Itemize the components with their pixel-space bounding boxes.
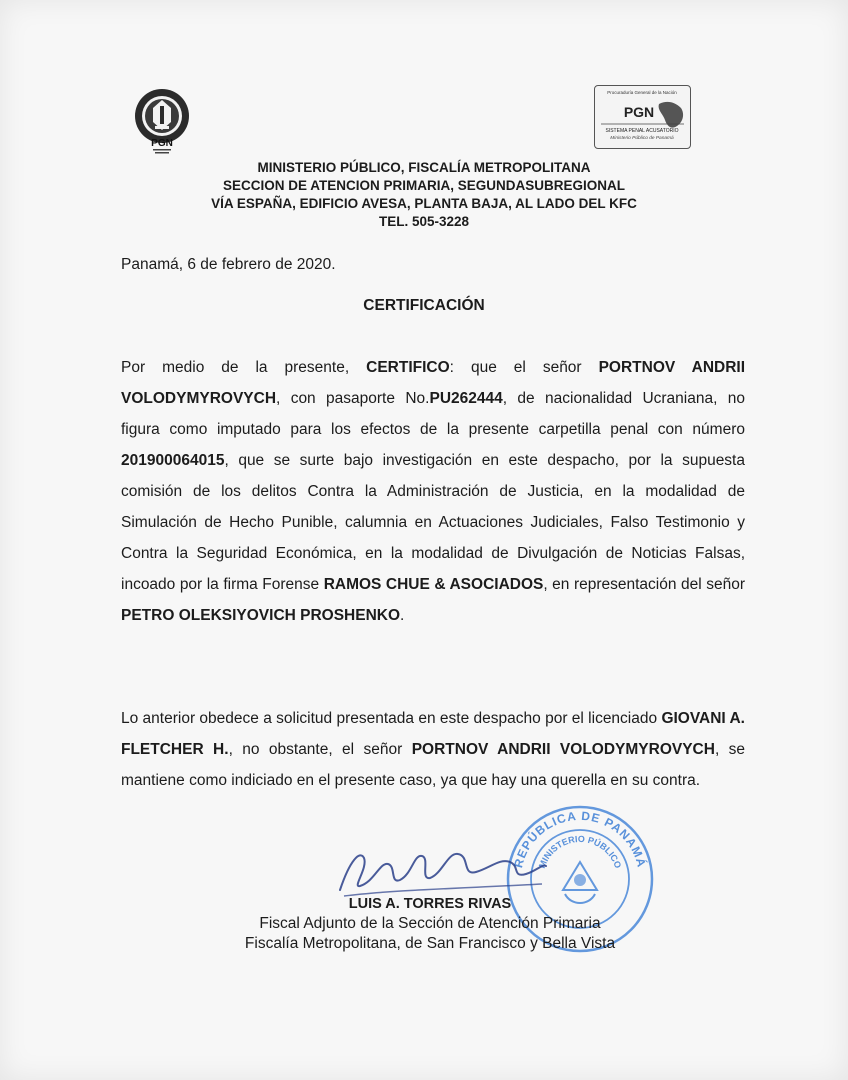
signer-office: Fiscalía Metropolitana, de San Francisco y Bella Vista bbox=[244, 935, 616, 952]
header-line-1: MINISTERIO PÚBLICO, FISCALÍA METROPOLITANA bbox=[257, 160, 591, 175]
certification-paragraph bbox=[121, 352, 745, 631]
bold-certifico: CERTIFICO bbox=[366, 359, 450, 376]
text-run: , que se surte bajo investigación en este despacho, por la supuesta comisión de los delitos Contra la Administración de Justicia, en la modalidad de Simulación de Hecho Punible, calumnia en Actuaciones Judiciales, Falso Testimonio y Contra la Seguridad Económica, en la modalidad de Divulgación de Noticias Falsas, incoado por la firma Forense bbox=[121, 452, 745, 593]
bold-case-number: 201900064015 bbox=[121, 452, 225, 469]
text-run: Lo anterior obedece a solicitud presentada en este despacho por el licenciado bbox=[121, 710, 662, 727]
pgn-logo-top-text: Procuraduría General de la Nación bbox=[607, 90, 677, 95]
signer-name: LUIS A. TORRES RIVAS bbox=[348, 896, 512, 912]
text-run: , se mantiene como indiciado en el presente caso, ya que hay una querella en su contra. bbox=[121, 741, 746, 789]
stamp-outer-text: REPÚBLICA DE PANAMÁ bbox=[511, 808, 649, 870]
handwritten-signature bbox=[330, 840, 550, 900]
pgn-logo-line1: SISTEMA PENAL ACUSATORIO bbox=[605, 128, 679, 134]
request-paragraph bbox=[121, 703, 745, 796]
bold-passport-number: PU262444 bbox=[429, 390, 503, 407]
document-date: Panamá, 6 de febrero de 2020. bbox=[121, 256, 336, 273]
header-line-3: VÍA ESPAÑA, EDIFICIO AVESA, PLANTA BAJA, AL LADO DEL KFC bbox=[211, 196, 637, 211]
header-line-4: TEL. 505-3228 bbox=[378, 214, 470, 229]
bold-law-firm: RAMOS CHUE & ASOCIADOS bbox=[323, 576, 544, 593]
stamp-inner-text: MINISTERIO PÚBLICO bbox=[536, 833, 624, 870]
signer-role: Fiscal Adjunto de la Sección de Atención Primaria bbox=[259, 915, 601, 932]
pgn-logo bbox=[594, 85, 691, 149]
seal-abbr: PGN bbox=[151, 138, 173, 149]
text-run: Por medio de la presente, bbox=[121, 359, 367, 376]
document-title: CERTIFICACIÓN bbox=[363, 297, 485, 314]
bold-lawyer-name: GIOVANI A. FLETCHER H. bbox=[121, 710, 745, 758]
signature-block bbox=[180, 894, 680, 954]
bold-person-name: PORTNOV ANDRII VOLODYMYROVYCH bbox=[411, 741, 715, 758]
text-run: , en representación del señor bbox=[543, 576, 745, 593]
bold-represented-person: PETRO OLEKSIYOVICH PROSHENKO bbox=[121, 607, 401, 624]
text-run: , con pasaporte No. bbox=[276, 390, 430, 407]
text-run: . bbox=[400, 607, 405, 624]
pgn-logo-line2: Ministerio Público de Panamá bbox=[610, 136, 674, 141]
ministerio-publico-seal-logo bbox=[127, 86, 197, 158]
bold-person-name: PORTNOV ANDRII VOLODYMYROVYCH bbox=[121, 359, 746, 407]
header-line-2: SECCION DE ATENCION PRIMARIA, SEGUNDASUBREGIONAL bbox=[222, 178, 626, 193]
office-header bbox=[100, 159, 748, 231]
pgn-logo-abbr: PGN bbox=[623, 104, 655, 120]
text-run: : que el señor bbox=[449, 359, 599, 376]
text-run: , no obstante, el señor bbox=[228, 741, 412, 758]
text-run: , de nacionalidad Ucraniana, no figura como imputado para los efectos de la presente carpetilla penal con número bbox=[121, 390, 746, 438]
